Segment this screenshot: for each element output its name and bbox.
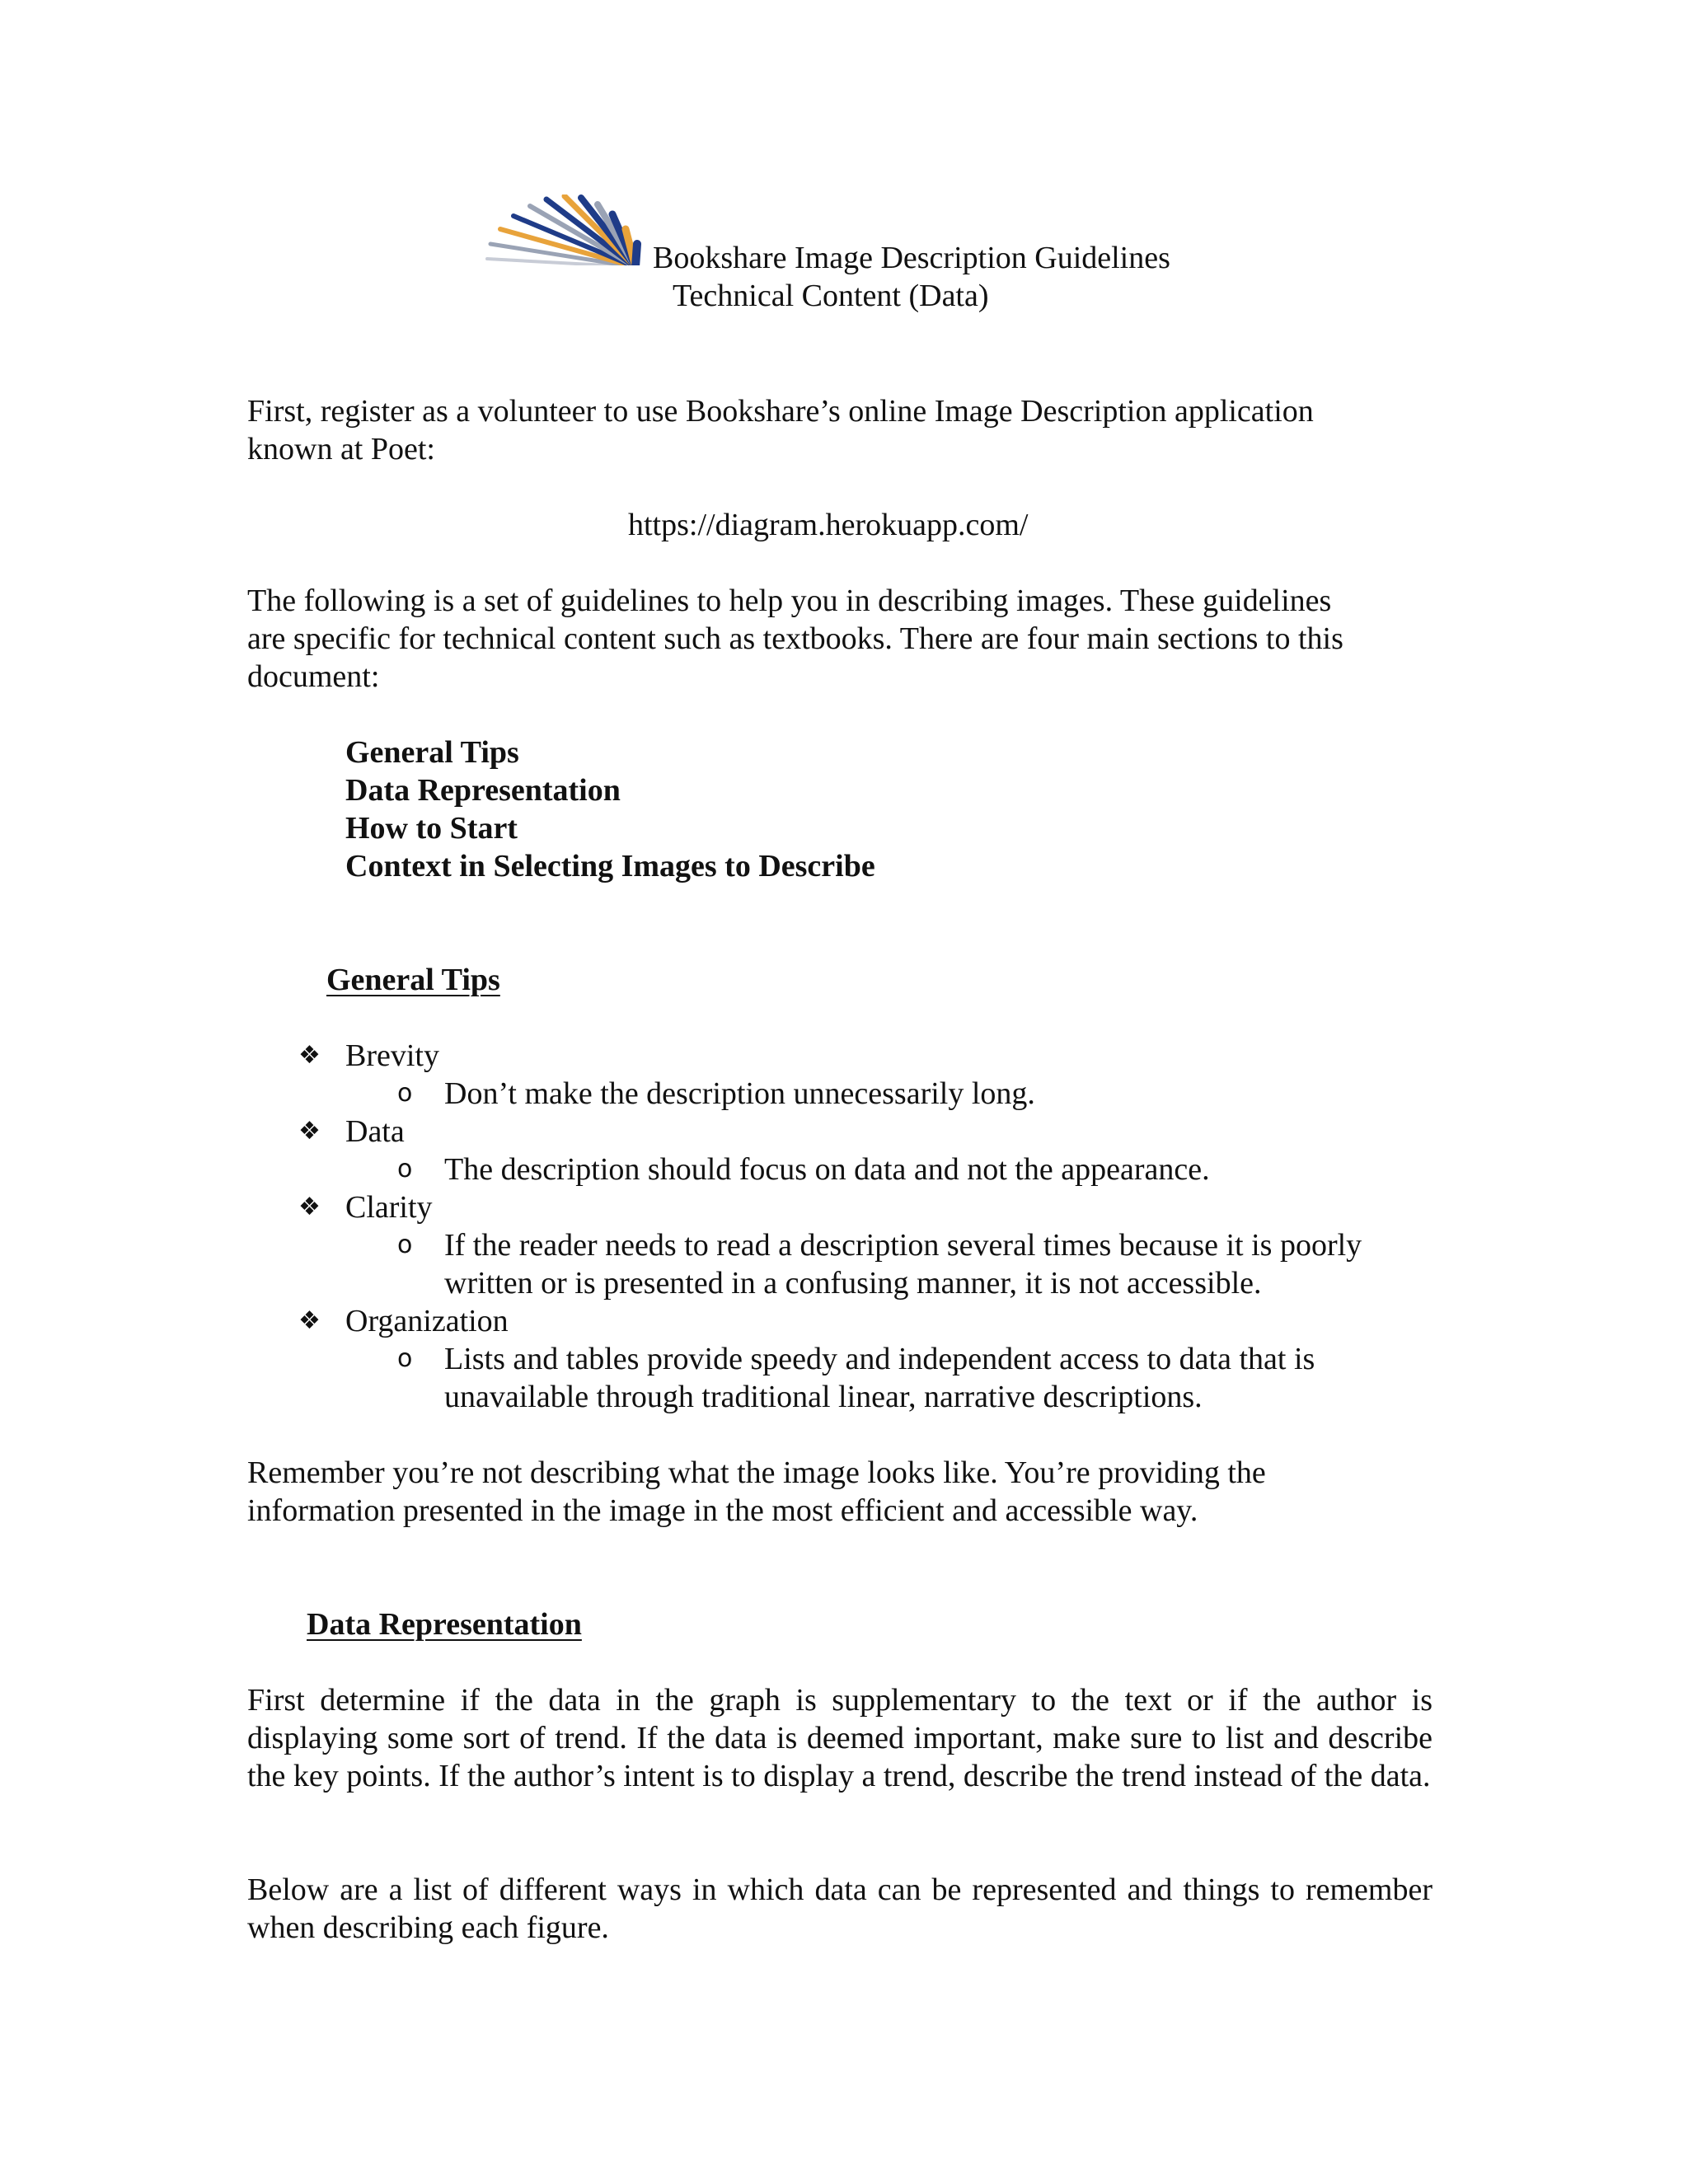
- diamond-bullet-icon: ❖: [298, 1117, 321, 1146]
- tip-detail: If the reader needs to read a description several times because it is poorly: [444, 1228, 1362, 1263]
- circle-bullet-icon: o: [397, 1230, 413, 1259]
- intro-para-2-line-1: The following is a set of guidelines to help you in describing images. These guidelines: [247, 583, 1332, 618]
- intro-line-1: First, register as a volunteer to use Bookshare’s online Image Description application: [247, 394, 1314, 429]
- circle-bullet-icon: o: [397, 1344, 413, 1373]
- diamond-bullet-icon: ❖: [298, 1193, 321, 1221]
- tip-detail: Lists and tables provide speedy and independent access to data that is: [444, 1342, 1315, 1376]
- section-list-item: General Tips: [345, 735, 519, 770]
- diamond-bullet-icon: ❖: [298, 1306, 321, 1335]
- data-representation-heading: Data Representation: [307, 1607, 582, 1642]
- circle-bullet-icon: o: [397, 1079, 413, 1108]
- intro-para-2-line-3: document:: [247, 659, 380, 694]
- data-representation-para-2: Below are a list of different ways in which data can be represented and things to remember when describing each figure.: [247, 1872, 1432, 1945]
- remember-line-2: information presented in the image in the most efficient and accessible way.: [247, 1493, 1198, 1528]
- section-list-item: Context in Selecting Images to Describe: [345, 849, 875, 883]
- tip-detail: written or is presented in a confusing manner, it is not accessible.: [444, 1266, 1262, 1301]
- tip-label: Brevity: [345, 1038, 439, 1073]
- tip-label: Clarity: [345, 1190, 433, 1225]
- tip-label: Data: [345, 1114, 405, 1149]
- tip-detail: The description should focus on data and not the appearance.: [444, 1152, 1210, 1187]
- intro-line-2: known at Poet:: [247, 432, 435, 466]
- document-title: Bookshare Image Description Guidelines: [653, 241, 1170, 275]
- intro-para-2-line-2: are specific for technical content such as textbooks. There are four main sections to this: [247, 621, 1343, 656]
- tip-detail: unavailable through traditional linear, narrative descriptions.: [444, 1380, 1203, 1414]
- diamond-bullet-icon: ❖: [298, 1041, 321, 1070]
- circle-bullet-icon: o: [397, 1155, 413, 1183]
- data-representation-para-1: First determine if the data in the graph is supplementary to the text or if the author is displaying some sort of trend. If the data is deemed important, make sure to list and describe the key points. If the author’s intent is to display a trend, describe the trend instead of the data.: [247, 1683, 1432, 1793]
- general-tips-heading: General Tips: [326, 963, 500, 997]
- section-list-item: Data Representation: [345, 773, 621, 808]
- url-link[interactable]: https://diagram.herokuapp.com/: [628, 508, 1029, 542]
- bookshare-fan-logo-icon: [481, 194, 645, 270]
- document-subtitle: Technical Content (Data): [673, 279, 989, 313]
- tip-label: Organization: [345, 1304, 509, 1338]
- tip-detail: Don’t make the description unnecessarily long.: [444, 1076, 1035, 1111]
- remember-line-1: Remember you’re not describing what the image looks like. You’re providing the: [247, 1455, 1266, 1490]
- section-list-item: How to Start: [345, 811, 518, 846]
